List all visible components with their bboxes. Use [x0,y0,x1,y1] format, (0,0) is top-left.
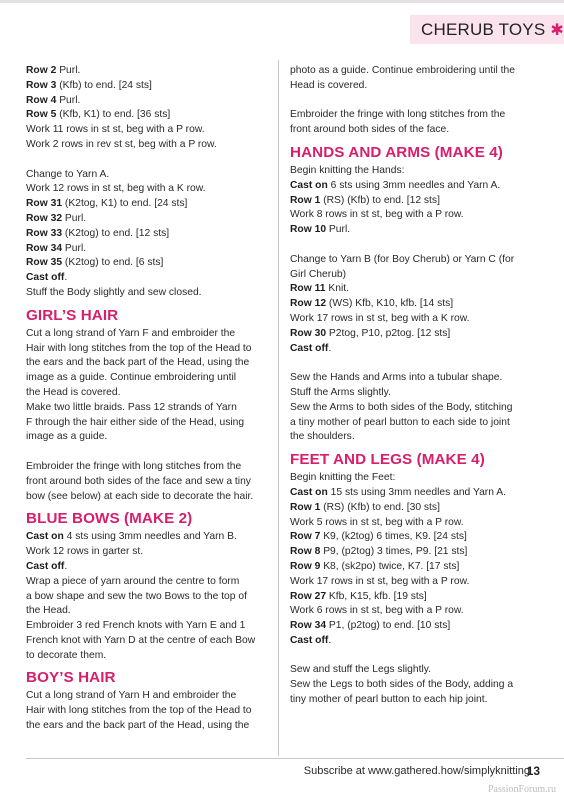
hands-arms-instructions [290,164,544,445]
instruction-text: . [64,272,68,284]
instruction-line [290,590,544,605]
instruction-text: Work 2 rows in rev st st, beg with a P row. [26,138,217,150]
instruction-text: . [64,560,68,572]
instruction-text: K8, (sk2po) twice, K7. [17 sts] [320,560,460,572]
row-label: Row 2 [26,65,57,76]
instruction-line [290,327,544,342]
instruction-text: (Kfb) to end. [24 sts] [56,79,152,91]
row-label: Row 3 [26,79,57,91]
flower-icon: ✱ [550,21,564,39]
paragraph-gap [26,445,280,460]
instruction-line [26,271,280,286]
right-column [290,64,544,708]
instruction-text: (Kfb, K1) to end. [36 sts] [56,109,171,121]
instruction-line [26,619,280,634]
instruction-text: 6 sts using 3mm needles and Yarn A. [327,179,501,191]
instruction-line [290,164,544,179]
instruction-line [26,242,280,257]
instruction-text: Embroider 3 red French knots with Yarn E and 1 [26,620,246,632]
row-label: Row 11 [290,283,326,295]
instruction-line [290,401,544,416]
instruction-text: (RS) (Kfb) to end. [12 sts] [320,194,440,206]
instruction-line: Embroider the fringe with long stitches from the [290,109,506,121]
instruction-line [290,530,544,545]
instruction-text: Girl Cherub) [290,268,347,280]
instruction-line [26,604,280,619]
instruction-text: (WS) Kfb, K10, kfb. [14 sts] [326,298,454,310]
instruction-text: Wrap a piece of yarn around the centre to form [26,575,240,587]
instruction-line [290,678,544,693]
instruction-line [290,312,544,327]
instruction-line [26,590,280,605]
instruction-text: Sew the Hands and Arms into a tubular shape. [290,372,503,384]
instruction-line [290,619,544,634]
instruction-line [290,253,544,268]
instruction-line [290,223,544,238]
instruction-text: K9, (k2tog) 6 times, K9. [24 sts] [320,531,467,543]
instruction-line [26,197,280,212]
instruction-line [26,168,280,183]
instruction-text: . [328,342,332,354]
instruction-line [290,430,544,445]
instruction-text: Purl. [56,65,81,76]
instruction-text: (K2tog) to end. [6 sts] [62,257,164,269]
paragraph-gap [290,94,544,109]
instruction-line [290,486,544,501]
instruction-line [26,227,280,242]
instruction-line: Hair with long stitches from the top of the Head to [26,705,252,717]
girls-hair-heading: GIRL’S HAIR [26,306,119,324]
instruction-line [290,416,544,431]
instruction-line: bow (see below) at each side to decorate the hair. [26,490,254,502]
instruction-text: Work 17 rows in st st, beg with a P row. [290,575,470,587]
instruction-line: photo as a guide. Continue embroidering until the [290,65,515,76]
instruction-text: Purl. [62,242,87,254]
row-label: Cast on [290,179,328,191]
instruction-line [290,342,544,357]
row-label: Cast off [290,634,329,646]
instruction-line [26,79,280,94]
instruction-line [290,208,544,223]
instruction-text: Stuff the Body slightly and sew closed. [26,286,202,298]
instruction-text: Work 12 rows in garter st. [26,546,144,558]
instruction-line [290,471,544,486]
row-label: Row 12 [290,298,327,310]
instruction-text: (K2tog) to end. [12 sts] [62,227,170,239]
instruction-text: Sew the Arms to both sides of the Body, stitching [290,401,513,413]
instruction-line [290,516,544,531]
instruction-text: Kfb, K15, kfb. [19 sts] [326,590,427,602]
instruction-line [26,560,280,575]
instruction-line: Cut a long strand of Yarn F and embroider the [26,327,236,339]
instruction-line: the ears and the back part of the Head, using the [26,720,250,732]
instruction-line [26,286,280,301]
instruction-text: the shoulders. [290,431,355,443]
row-label: Row 10 [290,224,327,236]
instruction-line [26,256,280,271]
row-label: Row 31 [26,198,63,210]
instruction-line [26,545,280,560]
instruction-line [290,194,544,209]
footer-rule [26,758,564,759]
instruction-line [26,634,280,649]
instruction-line [26,182,280,197]
row-label: Row 30 [290,327,327,339]
instruction-line: front around both sides of the face. [290,124,450,136]
instruction-text: (RS) (Kfb) to end. [30 sts] [320,501,440,513]
girls-hair-instructions [26,327,280,505]
instruction-text: P9, (p2tog) 3 times, P9. [21 sts] [320,546,468,558]
instruction-line [290,282,544,297]
instruction-line [26,649,280,664]
instruction-text: Change to Yarn A. [26,168,110,180]
instruction-text: Sew and stuff the Legs slightly. [290,664,431,676]
paragraph-gap [290,356,544,371]
instruction-line [290,371,544,386]
instruction-text: Work 12 rows in st st, beg with a K row. [26,183,206,195]
instruction-text: Work 11 rows in st st, beg with a P row. [26,124,205,136]
instruction-line [26,108,280,123]
instruction-text: Work 5 rows in st st, beg with a P row. [290,516,464,528]
section-title: CHERUB TOYS [421,19,546,39]
row-label: Cast off [26,272,65,284]
instruction-text: Sew the Legs to both sides of the Body, adding a [290,679,514,691]
instruction-line: image as a guide. [26,431,108,443]
instruction-text: to decorate them. [26,649,107,661]
instruction-text: Begin knitting the Hands: [290,164,405,176]
instruction-line [290,268,544,283]
row-label: Row 8 [290,546,321,558]
row-label: Cast on [26,531,64,543]
instruction-line [290,604,544,619]
row-label: Cast off [26,560,65,572]
instruction-line [290,663,544,678]
instruction-line [290,560,544,575]
instruction-text: Purl. [326,224,351,236]
instruction-text: Begin knitting the Feet: [290,472,396,484]
instruction-text: Purl. [62,212,87,224]
instruction-text: (K2tog, K1) to end. [24 sts] [62,198,188,210]
blue-bows-instructions [26,530,280,663]
paragraph-gap [290,238,544,253]
feet-legs-heading: FEET AND LEGS (MAKE 4) [290,451,485,469]
instruction-text: Change to Yarn B (for Boy Cherub) or Yarn C (for [290,253,515,265]
instruction-line [290,634,544,649]
instruction-text: French knot with Yarn D at the centre of each Bow [26,634,256,646]
instruction-text: Knit. [325,283,349,295]
blue-bows-heading: BLUE BOWS (MAKE 2) [26,510,193,528]
row-label: Row 35 [26,257,63,269]
watermark: PassionForum.ru [487,784,556,795]
instruction-line: Head is covered. [290,79,368,91]
instruction-text: Work 6 rows in st st, beg with a P row. [290,605,464,617]
instruction-line: the Head is covered. [26,386,121,398]
row-label: Row 34 [26,242,63,254]
row-label: Cast off [290,342,329,354]
instruction-line [290,179,544,194]
row-label: Row 1 [290,501,321,513]
instruction-line [26,212,280,227]
row-label: Row 5 [26,109,57,121]
instruction-line [290,297,544,312]
instruction-line [26,138,280,153]
instruction-line: the ears and the back part of the Head, using the [26,357,250,369]
boys-hair-instructions [26,689,280,733]
top-rule [0,0,564,3]
instruction-text: P1, (p2tog) to end. [10 sts] [326,620,451,632]
instruction-text: Work 8 rows in st st, beg with a P row. [290,209,464,221]
instruction-line [26,64,280,79]
instruction-line [26,94,280,109]
row-label: Row 27 [290,590,327,602]
instruction-line: Embroider the fringe with long stitches from the [26,460,242,472]
row-label: Row 7 [290,531,321,543]
instruction-line: front around both sides of the face and sew a tiny [26,475,251,487]
subscribe-link[interactable]: Subscribe at www.gathered.how/simplyknitting [303,765,530,777]
hands-arms-heading: HANDS AND ARMS (MAKE 4) [290,143,503,161]
instruction-line: Cut a long strand of Yarn H and embroider the [26,690,237,702]
body-instructions [26,64,280,301]
instruction-line [26,575,280,590]
instruction-line: Hair with long stitches from the top of the Head to [26,342,252,354]
row-label: Row 33 [26,227,63,239]
instruction-line [290,386,544,401]
instruction-text: Work 17 rows in st st, beg with a K row. [290,312,470,324]
instruction-line [290,545,544,560]
section-header [410,15,564,44]
boys-hair-heading: BOY’S HAIR [26,669,116,687]
row-label: Row 34 [290,620,327,632]
instruction-text: 4 sts using 3mm needles and Yarn B. [63,531,237,543]
paragraph-gap [290,649,544,664]
instruction-line: image as a guide. Continue embroidering until [26,372,237,384]
left-column [26,64,280,734]
hair-continued-instructions [290,64,544,138]
feet-legs-instructions [290,471,544,708]
instruction-line [26,123,280,138]
instruction-text: Purl. [56,94,81,106]
paragraph-gap [26,153,280,168]
page-number: 13 [526,764,540,778]
instruction-text: a bow shape and sew the two Bows to the top of [26,590,247,602]
instruction-line [290,693,544,708]
row-label: Row 9 [290,560,321,572]
row-label: Row 4 [26,94,57,106]
instruction-text: the Head. [26,605,71,617]
row-label: Row 1 [290,194,321,206]
instruction-text: 15 sts using 3mm needles and Yarn A. [327,486,506,498]
instruction-line [290,501,544,516]
instruction-line [290,575,544,590]
row-label: Cast on [290,486,328,498]
instruction-text: . [328,634,332,646]
instruction-text: a tiny mother of pearl button to each side to joint [290,416,510,428]
instruction-text: Stuff the Arms slightly. [290,386,391,398]
row-label: Row 32 [26,212,63,224]
instruction-text: tiny mother of pearl button to each hip joint. [290,694,488,706]
instruction-text: P2tog, P10, p2tog. [12 sts] [326,327,451,339]
instruction-line: Make two little braids. Pass 12 strands of Yarn [26,401,237,413]
instruction-line: F through the hair either side of the Head, using [26,416,245,428]
instruction-line [26,530,280,545]
